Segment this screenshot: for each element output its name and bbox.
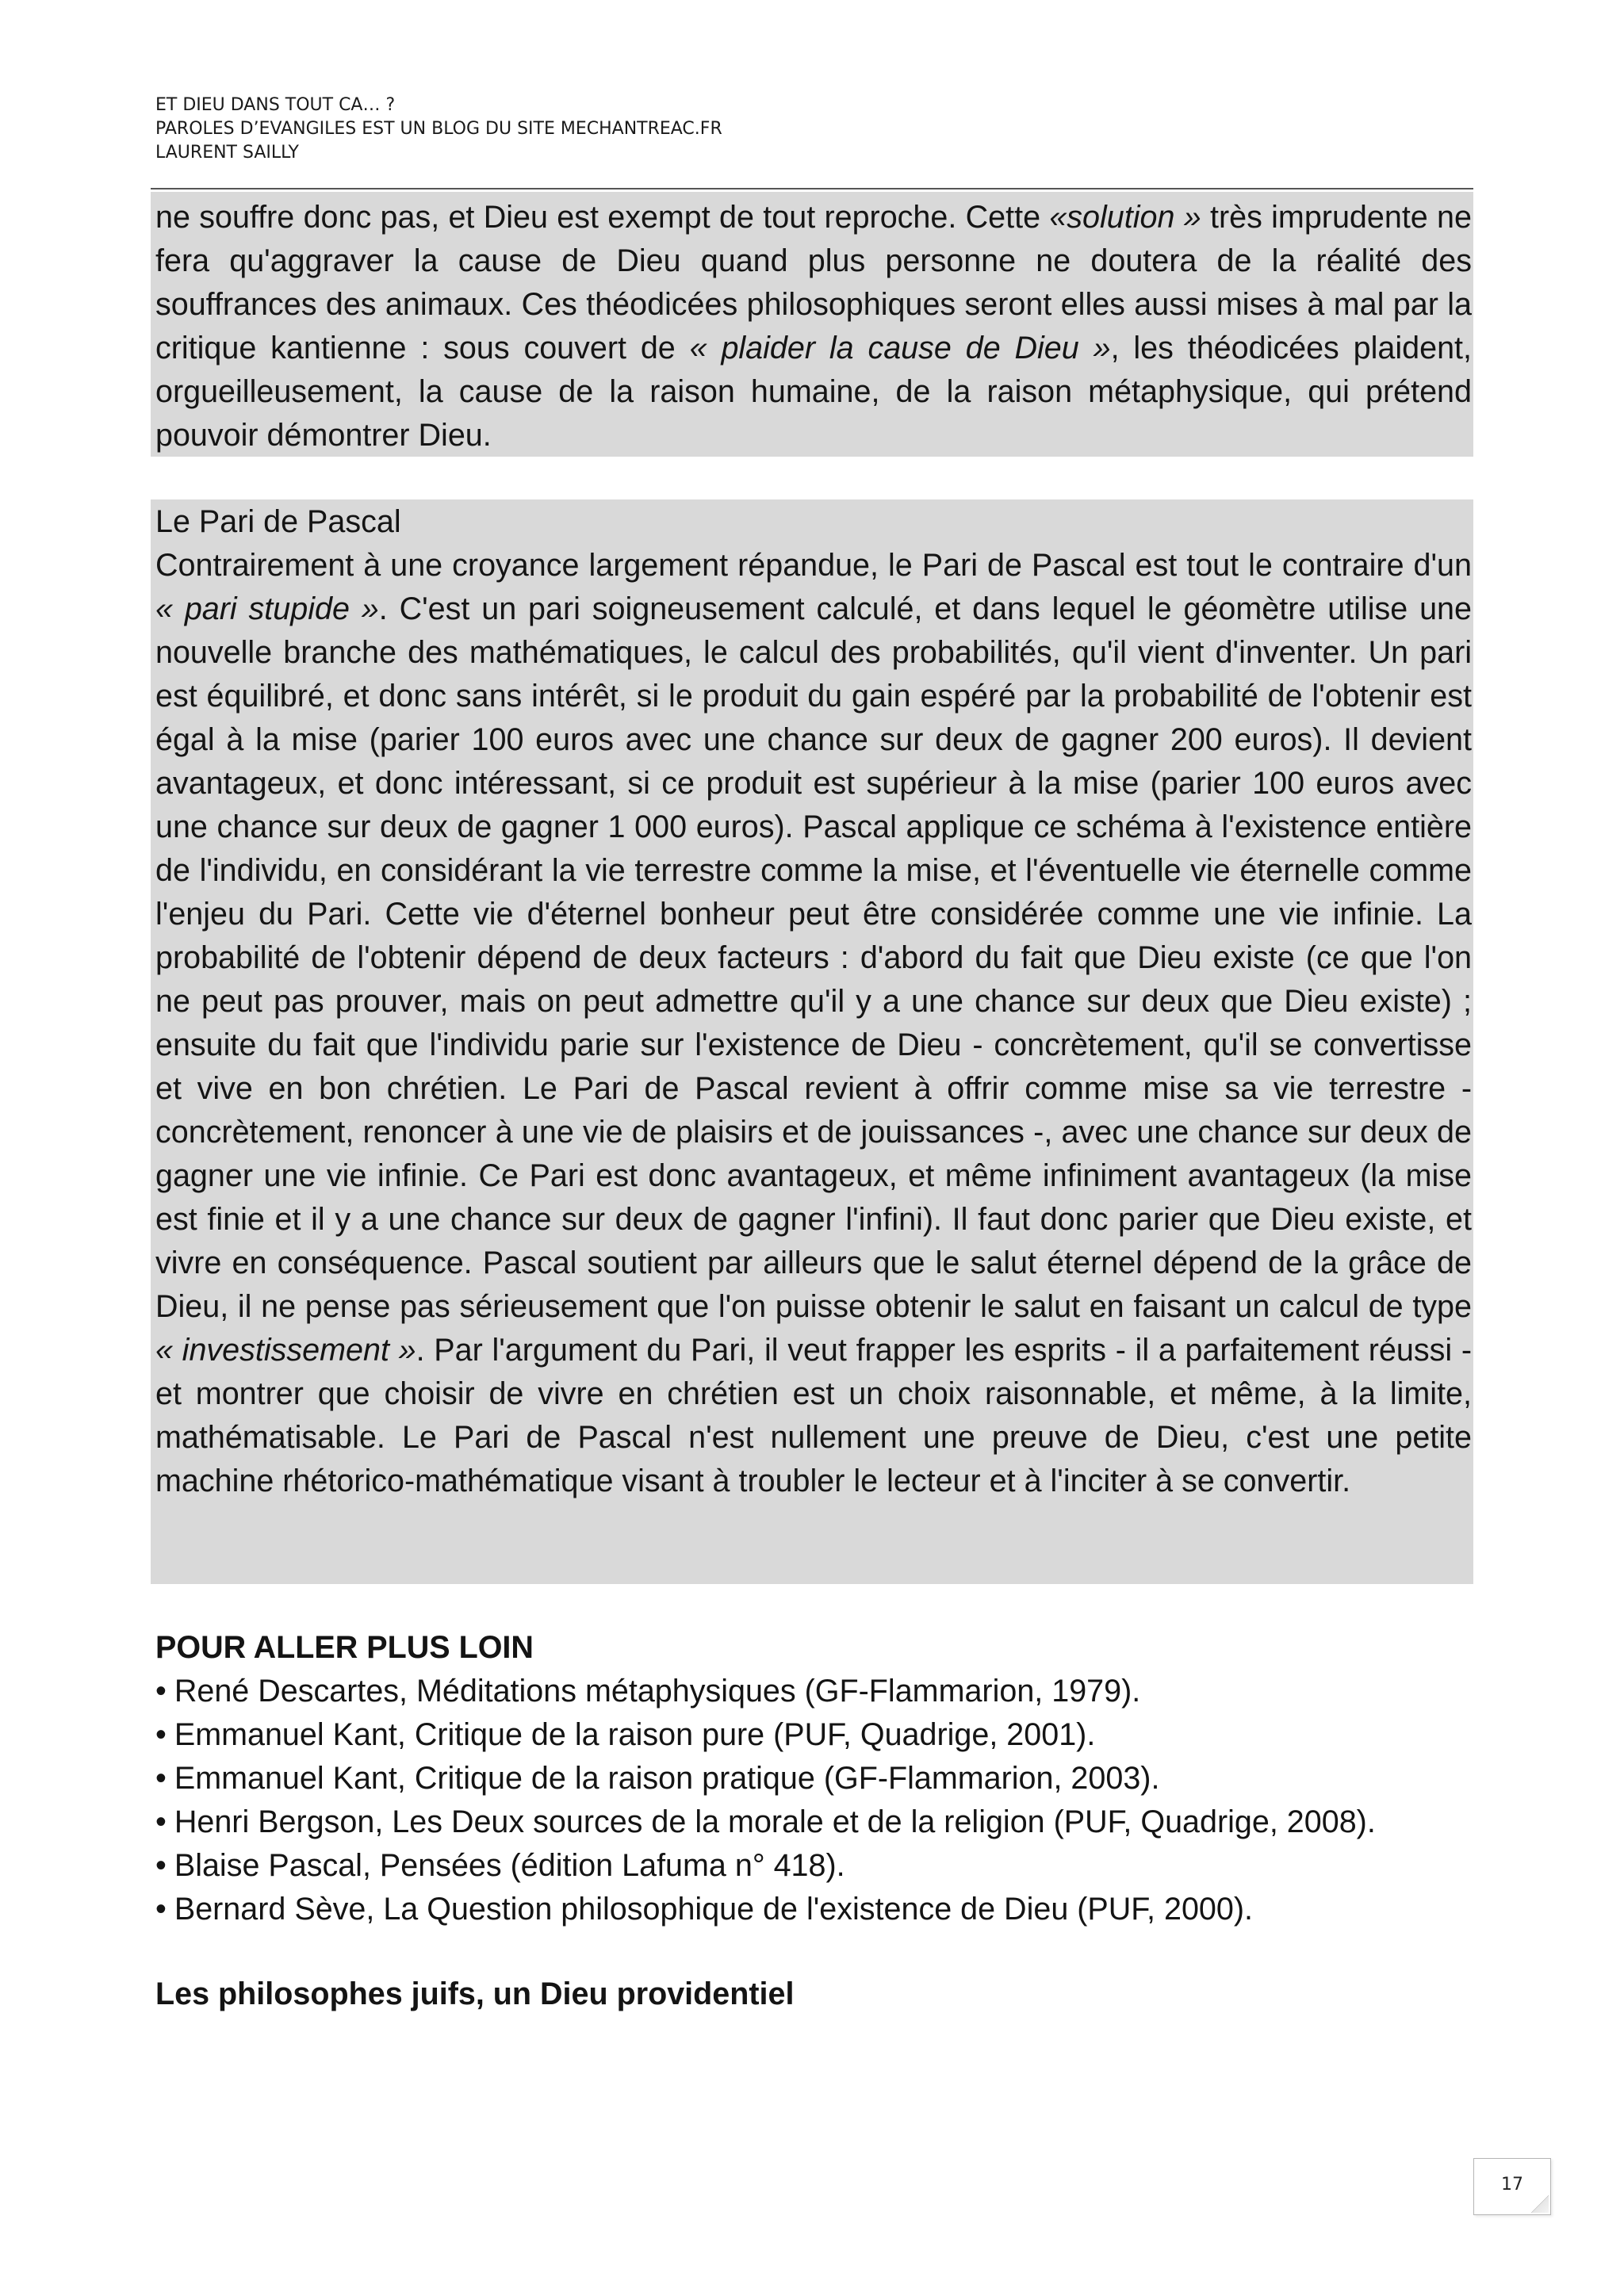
further-reading-title: POUR ALLER PLUS LOIN [155,1630,534,1665]
list-item: • René Descartes, Méditations métaphysiques (GF-Flammarion, 1979). [155,1674,1141,1709]
bullet-icon: • [155,1674,167,1709]
further-reading-list [155,1670,1472,1931]
quote-plaider: « plaider la cause de Dieu » [689,331,1111,365]
page-curl-icon [1531,2195,1549,2213]
page-number-box [1473,2158,1551,2215]
header-book-title: ET DIEU DANS TOUT CA… ? [155,95,396,115]
next-section-title: Les philosophes juifs, un Dieu providentiel [155,1976,795,2011]
quote-solution: «solution » [1049,200,1201,235]
paragraph-theodicy: ne souffre donc pas, et Dieu est exempt de tout reproche. Cette «solution » très imprudente ne fera qu'aggraver la cause de Dieu quand plus personne ne doutera de la réalité des souffrances des animaux. Ces théodicées philosophiques seront elles aussi mises à mal par la critique kantienne : sous couvert de « plaider la cause de Dieu », les théodicées plaident, orgueilleusement, la cause de la raison humaine, de la raison métaphysique, qui prétend pouvoir démontrer Dieu. [155,200,1472,453]
quote-pari-stupide: « pari stupide » [155,591,379,626]
bullet-icon: • [155,1848,167,1883]
bullet-icon: • [155,1717,167,1752]
bullet-icon: • [155,1761,167,1796]
header-divider [151,188,1473,189]
list-item: • Emmanuel Kant, Critique de la raison pratique (GF-Flammarion, 2003). [155,1761,1160,1796]
list-item: • Henri Bergson, Les Deux sources de la morale et de la religion (PUF, Quadrige, 2008). [155,1804,1376,1839]
bullet-icon: • [155,1804,167,1839]
page-number: 17 [1501,2175,1523,2195]
paragraph-pari-de-pascal: Contrairement à une croyance largement répandue, le Pari de Pascal est tout le contraire d'un « pari stupide ». C'est un pari soigneusement calculé, et dans lequel le géomètre utilise une nouvelle branche des mathématiques, le calcul des probabilités, qu'il vient d'inventer. Un pari est équilibré, et donc sans intérêt, si le produit du gain espéré par la probabilité de l'obtenir est égal à la mise (parier 100 euros avec une chance sur deux de gagner 200 euros). Il devient avantageux, et donc intéressant, si ce produit est supérieur à la mise (parier 100 euros avec une chance sur deux de gagner 1 000 euros). Pascal applique ce schéma à l'existence entière de l'individu, en considérant la vie terrestre comme la mise, et l'éventuelle vie éternelle comme l'enjeu du Pari. Cette vie d'éternel bonheur peut être considérée comme une vie infinie. La probabilité de l'obtenir dépend de deux facteurs : d'abord du fait que Dieu existe (ce que l'on ne peut pas prouver, mais on peut admettre qu'il y a une chance sur deux que Dieu existe) ; ensuite du fait que l'individu parie sur l'existence de Dieu - concrètement, qu'il se convertisse et vive en bon chrétien. Le Pari de Pascal revient à offrir comme mise sa vie terrestre - concrètement, renoncer à une vie de plaisirs et de jouissances -, avec une chance sur deux de gagner une vie infinie. Ce Pari est donc avantageux, et même infiniment avantageux (la mise est finie et il y a une chance sur deux de gagner l'infini). Il faut donc parier que Dieu existe, et vivre en conséquence. Pascal soutient par ailleurs que le salut éternel dépend de la grâce de Dieu, il ne pense pas sérieusement que l'on puisse obtenir le salut en faisant un calcul de type « investissement ». Par l'argument du Pari, il veut frapper les esprits - il a parfaitement réussi - et montrer que choisir de vivre en chrétien est un choix raisonnable, et même, à la limite, mathématisable. Le Pari de Pascal n'est nullement une preuve de Dieu, c'est une petite machine rhétorico-mathématique visant à troubler le lecteur et à l'inciter à se convertir. [155,548,1472,1498]
section-title-pari-de-pascal: Le Pari de Pascal [155,504,401,539]
list-item: • Bernard Sève, La Question philosophique de l'existence de Dieu (PUF, 2000). [155,1892,1253,1927]
page-header [155,94,1472,165]
bullet-icon: • [155,1892,167,1927]
list-item: • Emmanuel Kant, Critique de la raison pure (PUF, Quadrige, 2001). [155,1717,1096,1752]
header-author: LAURENT SAILLY [155,143,299,163]
quote-investissement: « investissement » [155,1333,416,1368]
header-blog-line: PAROLES D’EVANGILES EST UN BLOG DU SITE MECHANTREAC.FR [155,119,722,139]
list-item: • Blaise Pascal, Pensées (édition Lafuma n° 418). [155,1848,845,1883]
